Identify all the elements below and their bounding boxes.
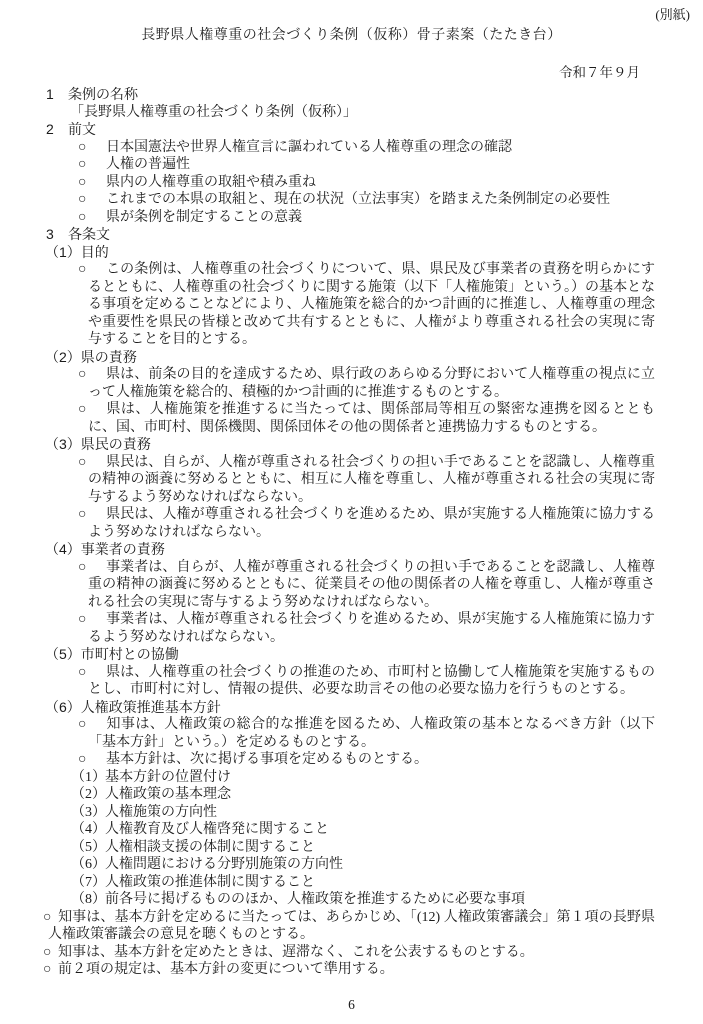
heading-number: （3）	[45, 436, 81, 452]
heading-number: 1	[46, 86, 54, 102]
item-number: （1）	[71, 769, 106, 785]
bullet-text: 事業者は、人権が尊重される社会づくりを進めるため、県が実施する人権施策に協力するよう努めなければならない。	[88, 612, 655, 645]
section-heading	[0, 226, 655, 244]
item-text: 基本方針の位置付け	[105, 769, 231, 785]
circle-bullet-marker: ○	[78, 507, 87, 522]
item-number: （7）	[71, 874, 106, 890]
bullet-text: この条例は、人権尊重の社会づくりについて、県、県民及び事業者の責務を明らかにするとともに、人権尊重の社会づくりに関する施策（以下「人権施策」という。）の基本となる事項を定めることなどにより、人権施策を総合的かつ計画的に推進し、人権尊重の理念や重要性を県民の皆様と改めて共有するとともに、人権がより尊重される社会の実現に寄与することを目的とする。	[88, 262, 655, 347]
circle-bullet-marker: ○	[43, 909, 52, 925]
numbered-item	[0, 821, 655, 839]
heading-number: 3	[46, 226, 54, 242]
bullet-text: 県内の人権尊重の取組や積み重ね	[106, 174, 316, 190]
bullet-text: 県は、人権施策を推進するに当たっては、関係部局等相互の緊密な連携を図るとともに、国、市町村、関係機関、関係団体その他の関係者と連携協力するものとする。	[88, 402, 655, 435]
bullet-item	[0, 191, 655, 209]
section-heading	[0, 86, 655, 104]
bullet-text: 県は、前条の目的を達成するため、県行政のあらゆる分野において人権尊重の視点に立って人権施策を総合的、積極的かつ計画的に推進するものとする。	[88, 367, 655, 400]
document-title: 長野県人権尊重の社会づくり条例（仮称）骨子素案（たたき台）	[141, 26, 562, 42]
bullet-text: 人権の普遍性	[106, 157, 190, 172]
bullet-text: 事業者は、自らが、人権が尊重される社会づくりの担い手であることを認識し、人権尊重の精神の涵養に努めるとともに、従業員その他の関係者の人権を尊重し、人権が尊重される社会の実現に寄与するよう努めなければならない。	[88, 559, 655, 610]
subsection-heading	[0, 436, 655, 454]
item-text: 人権教育及び人権啓発に関すること	[105, 822, 329, 837]
heading-label: 県の責務	[80, 348, 137, 365]
bullet-text: 県民は、自らが、人権が尊重される社会づくりの担い手であることを認識し、人権尊重の精神の涵養に努めるとともに、相互に人権を尊重し、人権が尊重される社会の実現に寄与するよう努めなければならない。	[88, 454, 655, 505]
bullet-item	[0, 156, 655, 174]
heading-label: 前文	[68, 121, 96, 137]
numbered-item	[0, 839, 655, 857]
document-body	[0, 86, 703, 979]
item-text: 前各号に掲げるもののほか、人権政策を推進するために必要な事項	[105, 892, 525, 907]
numbered-item	[0, 874, 655, 892]
numbered-item	[0, 786, 655, 804]
bullet-item-shallow	[0, 961, 655, 979]
heading-number: （2）	[45, 348, 81, 365]
circle-bullet-marker: ○	[78, 174, 87, 190]
bullet-text: 県民は、人権が尊重される社会づくりを進めるため、県が実施する人権施策に協力するよう努めなければならない。	[88, 507, 655, 540]
section-heading	[0, 121, 655, 139]
bullet-text: 知事は、人権政策の総合的な推進を図るため、人権政策の基本となるべき方針（以下「基本方針」という。）を定めるものとする。	[88, 717, 655, 750]
circle-bullet-marker: ○	[78, 559, 87, 575]
circle-bullet-marker: ○	[43, 962, 52, 977]
item-text: 人権政策の推進体制に関すること	[105, 874, 315, 890]
heading-label: 条例の名称	[68, 86, 138, 102]
circle-bullet-marker: ○	[78, 262, 87, 277]
heading-number: 2	[46, 121, 54, 137]
item-number: （4）	[71, 822, 106, 837]
bullet-item	[0, 261, 655, 349]
circle-bullet-marker: ○	[78, 752, 87, 767]
page-number: 6	[348, 996, 355, 1012]
item-text: 人権政策の基本理念	[105, 787, 231, 802]
bullet-item	[0, 401, 655, 436]
bullet-item	[0, 611, 655, 646]
bullet-item	[0, 366, 655, 401]
heading-label: 各条文	[68, 226, 110, 242]
circle-bullet-marker: ○	[78, 612, 87, 627]
heading-label: 人権政策推進基本方針	[80, 698, 221, 715]
bullet-text: 前２項の規定は、基本方針の変更について準用する。	[58, 962, 394, 977]
numbered-item	[0, 891, 655, 909]
numbered-item	[0, 856, 655, 874]
quote-text: 「長野県人権尊重の社会づくり条例（仮称）」	[70, 104, 357, 120]
bullet-item	[0, 174, 655, 192]
bullet-text: 基本方針は、次に掲げる事項を定めるものとする。	[106, 752, 428, 767]
bullet-item-shallow	[0, 909, 655, 944]
bullet-item	[0, 751, 655, 769]
bullet-item	[0, 209, 655, 227]
heading-label: 目的	[80, 243, 109, 260]
bullet-item	[0, 454, 655, 507]
bullet-text: 知事は、基本方針を定めたときは、遅滞なく、これを公表するものとする。	[58, 944, 534, 960]
item-number: （3）	[71, 804, 106, 820]
circle-bullet-marker: ○	[78, 717, 87, 732]
bullet-item	[0, 664, 655, 699]
item-number: （5）	[71, 839, 106, 855]
circle-bullet-marker: ○	[78, 192, 87, 207]
bullet-item-shallow	[0, 944, 655, 962]
bullet-text: 日本国憲法や世界人権宣言に謳われている人権尊重の理念の確認	[106, 139, 512, 155]
heading-label: 県民の責務	[80, 436, 151, 452]
bullet-item	[0, 139, 655, 157]
item-text: 人権相談支援の体制に関すること	[105, 839, 315, 855]
bullet-item	[0, 506, 655, 541]
bullet-item	[0, 716, 655, 751]
numbered-item	[0, 769, 655, 787]
circle-bullet-marker: ○	[78, 209, 87, 225]
bullet-text: これまでの本県の取組と、現在の状況（立法事実）を踏まえた条例制定の必要性	[106, 192, 610, 207]
subsection-heading	[0, 244, 655, 262]
circle-bullet-marker: ○	[78, 367, 87, 382]
heading-label: 市町村との協働	[80, 646, 179, 662]
subsection-heading	[0, 699, 655, 717]
bullet-item	[0, 559, 655, 612]
circle-bullet-marker: ○	[78, 157, 87, 172]
document-date: 令和７年９月	[559, 65, 640, 80]
ordinance-name-quote	[0, 104, 655, 122]
item-number: （8）	[71, 892, 106, 907]
circle-bullet-marker: ○	[78, 664, 87, 680]
numbered-item	[0, 804, 655, 822]
circle-bullet-marker: ○	[78, 139, 87, 155]
item-text: 人権問題における分野別施策の方向性	[105, 857, 343, 872]
attachment-note: (別紙)	[655, 7, 690, 22]
heading-number: （1）	[45, 243, 81, 260]
bullet-text: 知事は、基本方針を定めるに当たっては、あらかじめ、「(12) 人権政策審議会」第１項の長野県人権政策審議会の意見を聴くものとする。	[48, 909, 655, 942]
item-number: （2）	[71, 787, 106, 802]
circle-bullet-marker: ○	[78, 454, 87, 470]
heading-label: 事業者の責務	[80, 541, 165, 557]
subsection-heading	[0, 541, 655, 559]
item-number: （6）	[71, 857, 106, 872]
circle-bullet-marker: ○	[43, 944, 52, 960]
bullet-text: 県が条例を制定することの意義	[106, 209, 302, 225]
bullet-text: 県は、人権尊重の社会づくりの推進のため、市町村と協働して人権施策を実施するものとし、市町村に対し、情報の提供、必要な助言その他の必要な協力を行うものとする。	[88, 664, 655, 697]
subsection-heading	[0, 646, 655, 664]
heading-number: （5）	[45, 646, 81, 662]
subsection-heading	[0, 349, 655, 367]
circle-bullet-marker: ○	[78, 402, 87, 417]
heading-number: （4）	[45, 541, 81, 557]
item-text: 人権施策の方向性	[105, 804, 217, 820]
heading-number: （6）	[45, 698, 81, 715]
